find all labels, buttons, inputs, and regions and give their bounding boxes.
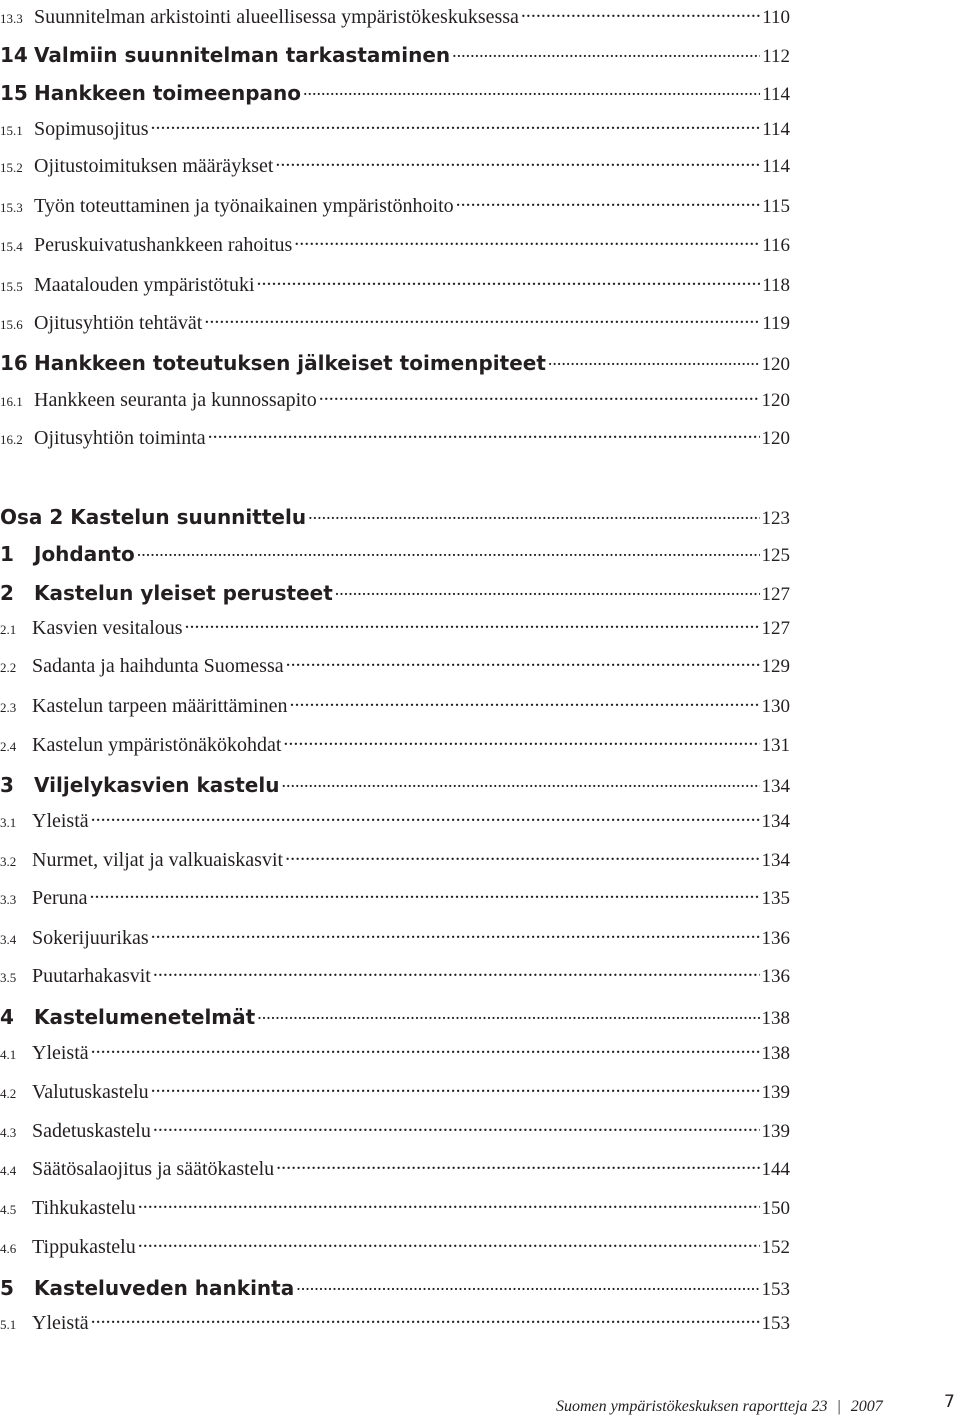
toc-entry-title: Peruna bbox=[32, 887, 88, 909]
toc-entry-number: 15.2 bbox=[0, 160, 23, 175]
toc-entry-number: 2.3 bbox=[0, 700, 17, 715]
toc-entry-number: 3.5 bbox=[0, 970, 17, 985]
toc-entry-page: 135 bbox=[761, 888, 790, 909]
toc-entry-number: 2.1 bbox=[0, 622, 17, 637]
toc-entry-title: Osa 2 Kastelun suunnittelu bbox=[0, 505, 307, 529]
footer-separator: | bbox=[837, 1398, 841, 1415]
toc-entry[interactable] bbox=[0, 1039, 790, 1065]
toc-entry-title: Ojitusyhtiön toiminta bbox=[34, 427, 206, 449]
toc-entry-number: 3.4 bbox=[0, 932, 17, 947]
toc-entry-number: 16 bbox=[0, 351, 28, 375]
toc-entry-number: 4.4 bbox=[0, 1163, 17, 1178]
toc-entry-title: Valmiin suunnitelman tarkastaminen bbox=[34, 43, 451, 67]
dot-leader bbox=[276, 1155, 759, 1175]
toc-entry-page: 120 bbox=[761, 428, 790, 449]
toc-entry-title: Sadanta ja haihdunta Suomessa bbox=[32, 655, 284, 677]
toc-entry-number: 5 bbox=[0, 1276, 14, 1300]
toc-entry-title: Yleistä bbox=[32, 1042, 89, 1064]
toc-entry-title: Kasvien vesitalous bbox=[32, 617, 183, 639]
dot-leader bbox=[151, 1078, 760, 1098]
dot-leader bbox=[283, 731, 759, 751]
toc-entry-title: Ojitustoimituksen määräykset bbox=[34, 155, 274, 177]
toc-entry-title: Sadetuskastelu bbox=[32, 1120, 151, 1142]
toc-entry-title: Hankkeen toteutuksen jälkeiset toimenpiteet bbox=[34, 351, 546, 375]
dot-leader bbox=[137, 543, 760, 561]
footer-year: 2007 bbox=[850, 1398, 883, 1415]
dot-leader bbox=[286, 652, 760, 672]
toc-entry-page: 134 bbox=[761, 811, 790, 832]
toc-entry-number: 2.2 bbox=[0, 660, 17, 675]
dot-leader bbox=[521, 3, 760, 23]
toc-entry-number: 4.1 bbox=[0, 1047, 17, 1062]
page-number: 7 bbox=[944, 1392, 955, 1412]
toc-entry-title: Kastelun ympäristönäkökohdat bbox=[32, 734, 282, 756]
toc-entry-page: 119 bbox=[762, 313, 790, 334]
toc-entry[interactable] bbox=[0, 807, 790, 833]
toc-entry-number: 15.5 bbox=[0, 279, 23, 294]
toc-entry[interactable] bbox=[0, 731, 790, 757]
toc-entry-number: 4.2 bbox=[0, 1086, 17, 1101]
toc-entry-page: 120 bbox=[761, 354, 790, 375]
toc-entry-page: 150 bbox=[761, 1198, 790, 1219]
toc-entry[interactable] bbox=[0, 924, 790, 950]
toc-entry-number: 2 bbox=[0, 581, 14, 605]
toc-entry-page: 138 bbox=[761, 1008, 790, 1029]
toc-entry[interactable] bbox=[0, 424, 790, 450]
dot-leader bbox=[289, 692, 759, 712]
dot-leader bbox=[548, 352, 760, 370]
toc-entry-title: Peruskuivatushankkeen rahoitus bbox=[34, 234, 293, 256]
dot-leader bbox=[90, 884, 760, 904]
toc-entry-page: 120 bbox=[761, 390, 790, 411]
toc-entry-page: 127 bbox=[761, 584, 790, 605]
toc-entry-title: Puutarhakasvit bbox=[32, 965, 151, 987]
toc-entry-page: 152 bbox=[761, 1237, 790, 1258]
page-footer bbox=[556, 1398, 883, 1416]
dot-leader bbox=[294, 231, 760, 251]
toc-entry-title: Kastelun yleiset perusteet bbox=[34, 581, 333, 605]
toc-entry[interactable] bbox=[0, 43, 790, 68]
toc-entry-page: 134 bbox=[761, 850, 790, 871]
toc-entry-number: 15 bbox=[0, 81, 28, 105]
toc-entry[interactable] bbox=[0, 386, 790, 412]
toc-entry[interactable] bbox=[0, 962, 790, 988]
toc-entry[interactable] bbox=[0, 1078, 790, 1104]
toc-entry-number: 3.3 bbox=[0, 892, 17, 907]
toc-entry-title: Valutuskastelu bbox=[32, 1081, 149, 1103]
toc-entry[interactable] bbox=[0, 692, 790, 718]
toc-part-heading[interactable] bbox=[0, 505, 790, 530]
toc-entry[interactable] bbox=[0, 846, 790, 872]
toc-entry-title: Sopimusojitus bbox=[34, 118, 149, 140]
toc-entry[interactable] bbox=[0, 614, 790, 640]
dot-leader bbox=[275, 152, 760, 172]
dot-leader bbox=[257, 1006, 759, 1024]
dot-leader bbox=[308, 506, 759, 524]
toc-entry[interactable] bbox=[0, 81, 790, 106]
toc-entry-page: 115 bbox=[762, 196, 790, 217]
dot-leader bbox=[151, 924, 760, 944]
toc-entry-title: Tippukastelu bbox=[32, 1236, 136, 1258]
footer-series: Suomen ympäristökeskuksen raportteja 23 bbox=[556, 1398, 828, 1415]
toc-entry-page: 116 bbox=[762, 235, 790, 256]
toc-entry-title: Kasteluveden hankinta bbox=[34, 1276, 295, 1300]
toc-entry-title: Hankkeen toimeenpano bbox=[34, 81, 302, 105]
toc-entry[interactable] bbox=[0, 231, 790, 257]
toc-entry[interactable] bbox=[0, 3, 790, 29]
toc-entry-number: 1 bbox=[0, 542, 14, 566]
toc-entry-number: 4.6 bbox=[0, 1241, 17, 1256]
toc-entry-page: 153 bbox=[761, 1313, 790, 1334]
toc-entry-number: 15.6 bbox=[0, 317, 23, 332]
toc-entry-page: 138 bbox=[761, 1043, 790, 1064]
toc-entry-title: Maatalouden ympäristötuki bbox=[34, 274, 255, 296]
toc-entry[interactable] bbox=[0, 652, 790, 678]
toc-entry[interactable] bbox=[0, 542, 790, 567]
toc-entry[interactable] bbox=[0, 773, 790, 798]
toc-entry-title: Yleistä bbox=[32, 1312, 89, 1334]
toc-entry[interactable] bbox=[0, 581, 790, 606]
toc-entry-title: Johdanto bbox=[34, 542, 135, 566]
toc-entry-title: Viljelykasvien kastelu bbox=[34, 773, 280, 797]
dot-leader bbox=[296, 1277, 759, 1295]
toc-entry[interactable] bbox=[0, 115, 790, 141]
dot-leader bbox=[91, 1039, 760, 1059]
toc-entry-page: 125 bbox=[761, 545, 790, 566]
dot-leader bbox=[319, 386, 760, 406]
toc-entry-number: 13.3 bbox=[0, 11, 23, 26]
dot-leader bbox=[153, 1117, 760, 1137]
toc-entry-page: 112 bbox=[762, 46, 790, 67]
toc-entry-page: 136 bbox=[761, 928, 790, 949]
dot-leader bbox=[138, 1233, 760, 1253]
toc-entry-title: Ojitusyhtiön tehtävät bbox=[34, 312, 203, 334]
toc-entry[interactable] bbox=[0, 351, 790, 376]
toc-entry-page: 123 bbox=[761, 508, 790, 529]
toc-entry[interactable] bbox=[0, 309, 790, 335]
toc-entry-number: 15.4 bbox=[0, 239, 23, 254]
toc-entry-page: 114 bbox=[762, 119, 790, 140]
toc-entry-page: 144 bbox=[761, 1159, 790, 1180]
toc-entry-page: 118 bbox=[762, 275, 790, 296]
toc-entry-title: Nurmet, viljat ja valkuaiskasvit bbox=[32, 849, 284, 871]
toc-entry-page: 131 bbox=[761, 735, 790, 756]
toc-entry-number: 16.1 bbox=[0, 394, 23, 409]
dot-leader bbox=[91, 807, 760, 827]
toc-entry-page: 130 bbox=[761, 696, 790, 717]
dot-leader bbox=[456, 192, 761, 212]
toc-entry-number: 4.5 bbox=[0, 1202, 17, 1217]
toc-entry-page: 139 bbox=[761, 1082, 790, 1103]
dot-leader bbox=[150, 115, 760, 135]
toc-entry-number: 15.1 bbox=[0, 123, 23, 138]
toc-entry-number: 14 bbox=[0, 43, 28, 67]
dot-leader bbox=[257, 271, 761, 291]
toc-entry[interactable] bbox=[0, 1233, 790, 1259]
toc-entry-title: Säätösalaojitus ja säätökastelu bbox=[32, 1158, 275, 1180]
toc-entry-page: 134 bbox=[761, 776, 790, 797]
dot-leader bbox=[303, 82, 760, 100]
dot-leader bbox=[285, 846, 759, 866]
toc-entry[interactable] bbox=[0, 152, 790, 178]
toc-entry[interactable] bbox=[0, 1194, 790, 1220]
toc-entry-page: 114 bbox=[762, 84, 790, 105]
toc-entry-title: Työn toteuttaminen ja työnaikainen ympäristönhoito bbox=[34, 195, 454, 217]
dot-leader bbox=[335, 582, 760, 600]
toc-entry[interactable] bbox=[0, 192, 790, 218]
toc-entry[interactable] bbox=[0, 271, 790, 297]
toc-entry-number: 3.2 bbox=[0, 854, 17, 869]
toc-entry[interactable] bbox=[0, 1309, 790, 1335]
toc-entry[interactable] bbox=[0, 1005, 790, 1030]
toc-entry-page: 127 bbox=[761, 618, 790, 639]
dot-leader bbox=[204, 309, 760, 329]
toc-entry[interactable] bbox=[0, 1276, 790, 1301]
toc-entry-number: 3.1 bbox=[0, 815, 17, 830]
toc-entry[interactable] bbox=[0, 1155, 790, 1181]
dot-leader bbox=[91, 1309, 760, 1329]
toc-entry-number: 16.2 bbox=[0, 432, 23, 447]
dot-leader bbox=[153, 962, 760, 982]
dot-leader bbox=[185, 614, 760, 634]
toc-entry-title: Kastelun tarpeen määrittäminen bbox=[32, 695, 288, 717]
toc-entry-title: Kastelumenetelmät bbox=[34, 1005, 256, 1029]
toc-entry-number: 4.3 bbox=[0, 1125, 17, 1140]
dot-leader bbox=[208, 424, 760, 444]
toc-entry-number: 4 bbox=[0, 1005, 14, 1029]
dot-leader bbox=[452, 44, 760, 62]
dot-leader bbox=[281, 774, 759, 792]
toc-entry-number: 15.3 bbox=[0, 200, 23, 215]
toc-entry[interactable] bbox=[0, 1117, 790, 1143]
toc-entry-title: Hankkeen seuranta ja kunnossapito bbox=[34, 389, 317, 411]
toc-entry-title: Sokerijuurikas bbox=[32, 927, 149, 949]
toc-entry-page: 153 bbox=[761, 1279, 790, 1300]
toc-entry-page: 139 bbox=[761, 1121, 790, 1142]
toc-entry-title: Yleistä bbox=[32, 810, 89, 832]
toc-entry[interactable] bbox=[0, 884, 790, 910]
toc-entry-page: 110 bbox=[762, 7, 790, 28]
toc-entry-page: 114 bbox=[762, 156, 790, 177]
toc-entry-title: Tihkukastelu bbox=[32, 1197, 136, 1219]
toc-entry-number: 3 bbox=[0, 773, 14, 797]
dot-leader bbox=[138, 1194, 760, 1214]
toc-entry-number: 2.4 bbox=[0, 739, 17, 754]
toc-entry-title: Suunnitelman arkistointi alueellisessa ympäristökeskuksessa bbox=[34, 6, 519, 28]
toc-entry-number: 5.1 bbox=[0, 1317, 17, 1332]
toc-entry-page: 129 bbox=[761, 656, 790, 677]
toc-entry-page: 136 bbox=[761, 966, 790, 987]
